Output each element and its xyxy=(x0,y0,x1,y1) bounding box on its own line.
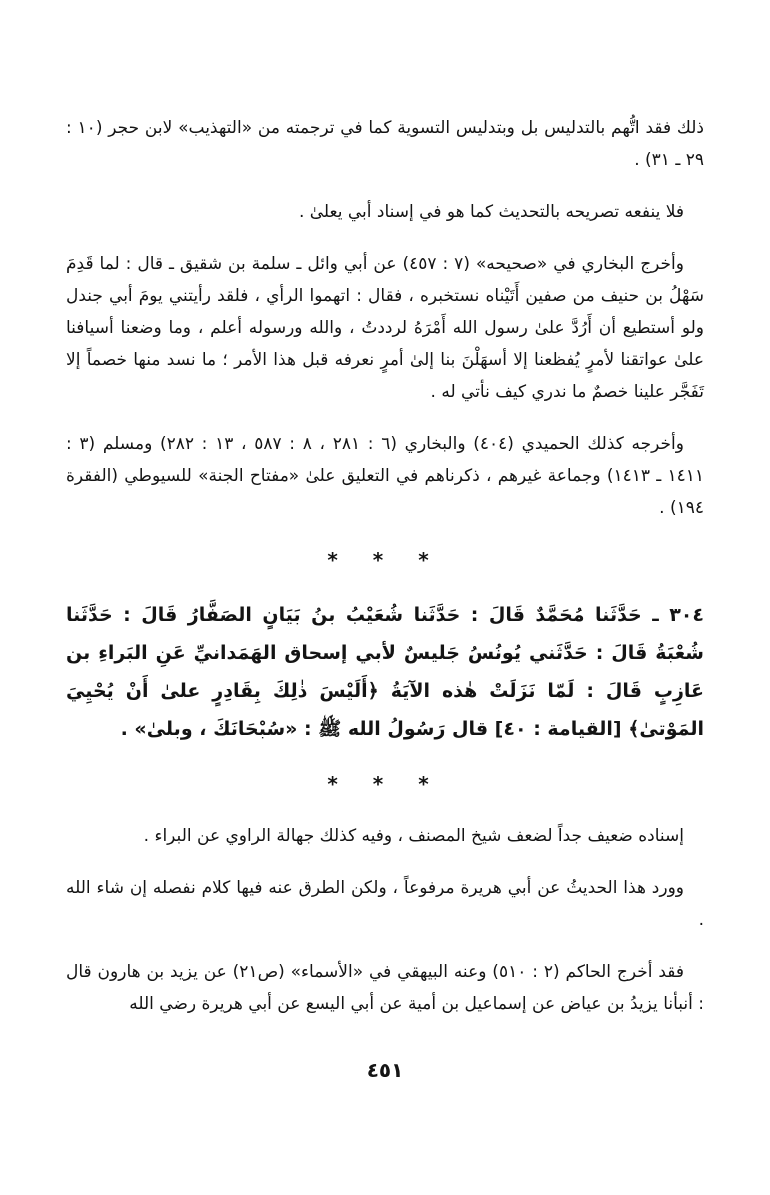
paragraph-5: إسناده ضعيف جداً لضعف شيخ المصنف ، وفيه كذلك جهالة الراوي عن البراء . xyxy=(143,826,684,846)
paragraph-3: وأخرج البخاري في «صحيحه» (٧ : ٤٥٧) عن أبي وائل ـ سلمة بن شقيق ـ قال : لما قَدِمَ سَهْلُ بن حنيف من صفين أَتَيْناه نستخبره ، فقال : اتهموا الرأي ، فلقد رأيتني يومَ أبي جندل ولو أستطيع أن أَرُدَّ علىٰ رسول الله أَمْرَهُ لرددتُ ، والله ورسوله أعلم ، وما وضعنا أسيافنا علىٰ عواتقنا لأمرٍ يُفظعنا إلا أسهَلْنَ بنا إلىٰ أمرٍ نعرفه قبل هذا الأمر ؛ ما نسد منها خصماً إلا تَفَجَّر علينا خصمٌ ما ندري كيف نأتي له . xyxy=(66,254,704,402)
page-body xyxy=(66,112,704,1040)
hadith-304: ٣٠٤ ـ حَدَّثَنا مُحَمَّدٌ قَالَ : حَدَّثَنا شُعَيْبُ بنُ بَيَانٍ الصَفَّارُ قَالَ : حَدَّثَنا شُعْبَةُ قَالَ : حَدَّثَني يُونُسُ جَليسٌ لأبي إسحاق الهَمَدانيِّ عَنِ البَراءِ بن عَازِبٍ قَالَ : لَمّا نَزَلَتْ هٰذه الآيَةُ ﴿أَلَيْسَ ذٰلِكَ بِقَادِرٍ علىٰ أَنْ يُحْيِيَ المَوْتىٰ﴾ [القيامة : ٤٠] قال رَسُولُ الله ﷺ : «سُبْحَانَكَ ، وبلىٰ» . xyxy=(66,604,704,740)
section-separator-1: * * * xyxy=(327,548,443,572)
paragraph-7: فقد أخرج الحاكم (٢ : ٥١٠) وعنه البيهقي في «الأسماء» (ص٢١) عن يزيد بن هارون قال : أنبأنا يزيدُ بن عياض عن إسماعيل بن أمية عن أبي اليسع عن أبي هريرة رضي الله xyxy=(66,962,704,1014)
paragraph-6: وورد هذا الحديثُ عن أبي هريرة مرفوعاً ، ولكن الطرق عنه فيها كلام نفصله إن شاء الله . xyxy=(66,878,704,930)
paragraph-4: وأخرجه كذلك الحميدي (٤٠٤) والبخاري (٦ : ٢٨١ ، ٨ : ٥٨٧ ، ١٣ : ٢٨٢) ومسلم (٣ : ١٤١١ ـ ١٤١٣) وجماعة غيرهم ، ذكرناهم في التعليق علىٰ «مفتاح الجنة» للسيوطي (الفقرة ١٩٤) . xyxy=(66,434,704,518)
paragraph-2: فلا ينفعه تصريحه بالتحديث كما هو في إسناد أبي يعلىٰ . xyxy=(298,202,684,222)
section-separator-2: * * * xyxy=(327,772,443,796)
paragraph-1: ذلك فقد اتُّهم بالتدليس بل وبتدليس التسوية كما في ترجمته من «التهذيب» لابن حجر (١٠ : ٢٩ ـ ٣١) . xyxy=(66,118,704,170)
page-number: ٤٥١ xyxy=(366,1058,404,1082)
